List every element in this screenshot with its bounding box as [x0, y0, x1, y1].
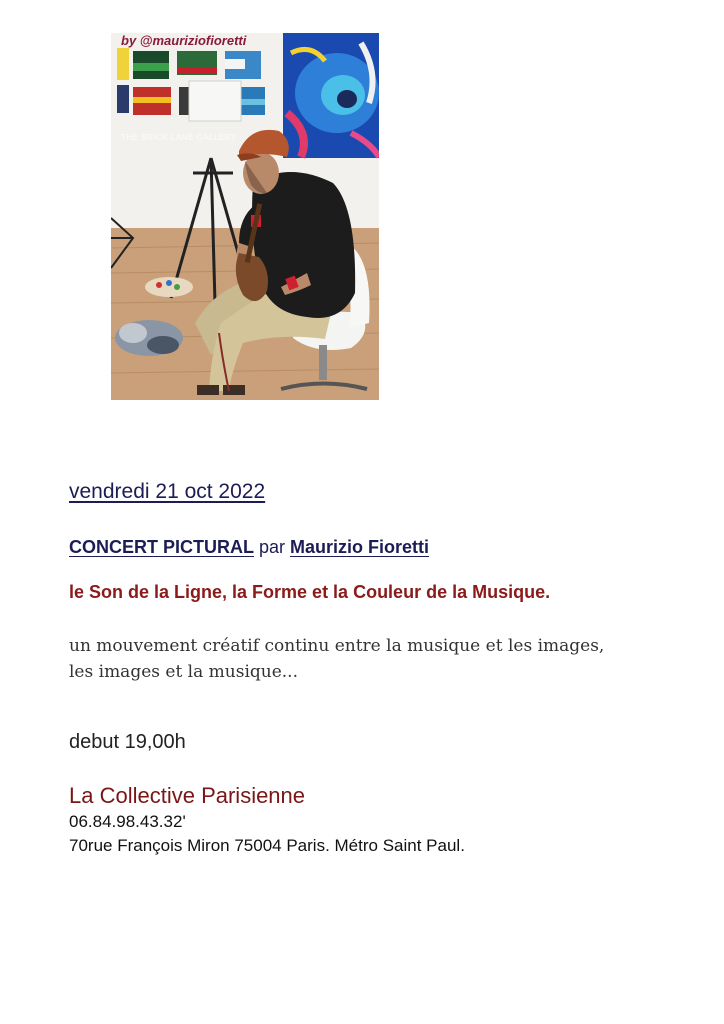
description-line: les images et la musique...	[69, 662, 298, 682]
concert-title-link[interactable]: CONCERT PICTURAL	[69, 537, 254, 557]
event-date[interactable]: vendredi 21 oct 2022	[69, 480, 266, 503]
gallery-tag: THE BRICK LANE GALLERY	[121, 133, 237, 142]
photo-credit: by @mauriziofioretti	[121, 33, 247, 48]
venue-address: 70rue François Miron 75004 Paris. Métro Saint Paul.	[69, 836, 465, 855]
venue-phone: 06.84.98.43.32'	[69, 812, 186, 831]
by-word: par	[259, 537, 286, 557]
event-tagline: le Son de la Ligne, la Forme et la Couleur de la Musique.	[69, 582, 551, 602]
description-line: un mouvement créatif continu entre la musique et les images,	[69, 636, 605, 656]
start-time: debut 19,00h	[69, 731, 186, 753]
concert-heading	[69, 537, 429, 558]
venue-name: La Collective Parisienne	[69, 783, 306, 808]
photo-illustration	[111, 33, 379, 400]
artist-link[interactable]: Maurizio Fioretti	[290, 537, 430, 557]
event-description	[69, 633, 669, 685]
event-photo	[111, 33, 379, 400]
